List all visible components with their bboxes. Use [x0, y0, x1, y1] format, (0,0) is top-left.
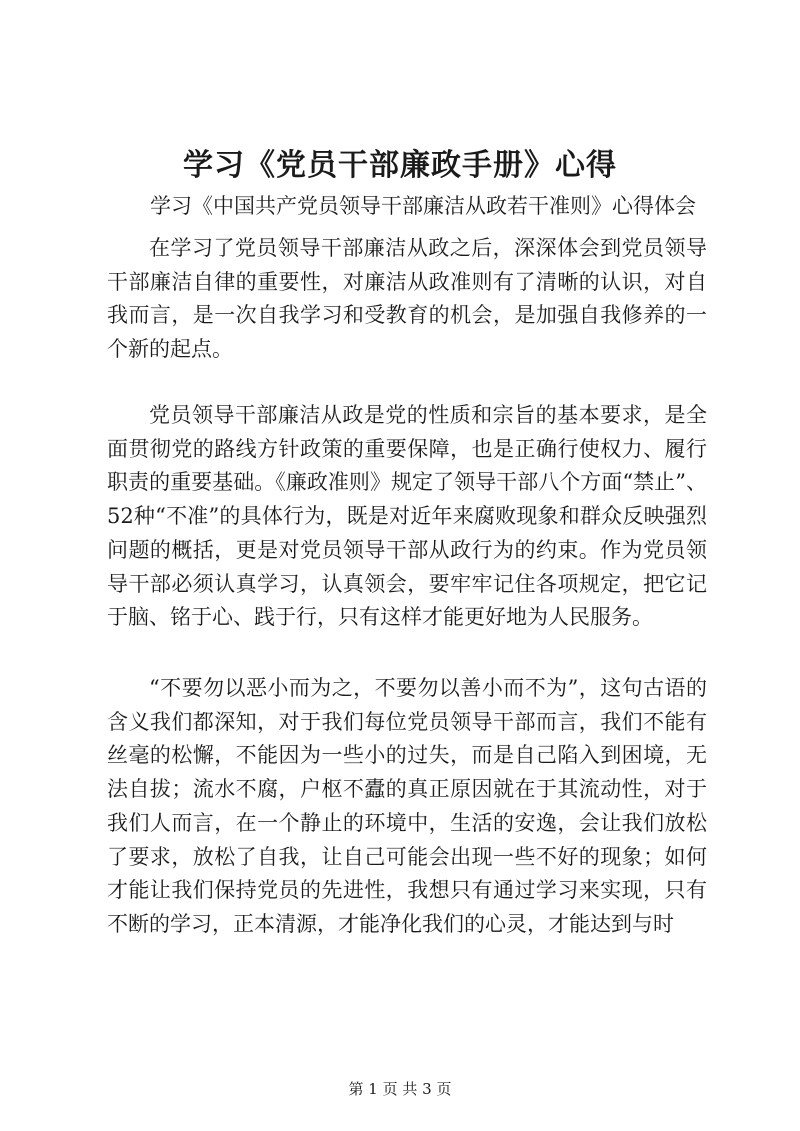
- page-title: 学习《党员干部廉政手册》心得: [183, 148, 617, 183]
- document-subtitle: 学习《中国共产党员领导干部廉洁从政若干准则》心得体会: [150, 194, 696, 218]
- paragraph-1: 在学习了党员领导干部廉洁从政之后，深深体会到党员领导干部廉洁自律的重要性，对廉洁从政准则有了清晰的认识，对自我而言，是一次自我学习和受教育的机会，是加强自我修养的一个新的起点。: [107, 236, 707, 362]
- paragraph-3: “不要勿以恶小而为之，不要勿以善小而不为”，这句古语的含义我们都深知，对于我们每位党员领导干部而言，我们不能有丝毫的松懈，不能因为一些小的过失，而是自己陷入到困境，无法自拔；流水不腐，户枢不蠹的真正原因就在于其流动性，对于我们人而言，在一个静止的环境中，生活的安逸，会让我们放松了要求，放松了自我，让自己可能会出现一些不好的现象；如何才能让我们保持党员的先进性，我想只有通过学习来实现，只有不断的学习，正本清源，才能净化我们的心灵，才能达到与时: [107, 676, 707, 936]
- page-number-footer: 第 1 页 共 3 页: [348, 1080, 452, 1098]
- paragraph-2: 党员领导干部廉洁从政是党的性质和宗旨的基本要求，是全面贯彻党的路线方针政策的重要保障，也是正确行使权力、履行职责的重要基础。《廉政准则》规定了领导干部八个方面“禁止”、52种“不准”的具体行为，既是对近年来腐败现象和群众反映强烈问题的概括，更是对党员领导干部从政行为的约束。作为党员领导干部必须认真学习，认真领会，要牢牢记住各项规定，把它记于脑、铭于心、践于行，只有这样才能更好地为人民服务。: [107, 403, 707, 630]
